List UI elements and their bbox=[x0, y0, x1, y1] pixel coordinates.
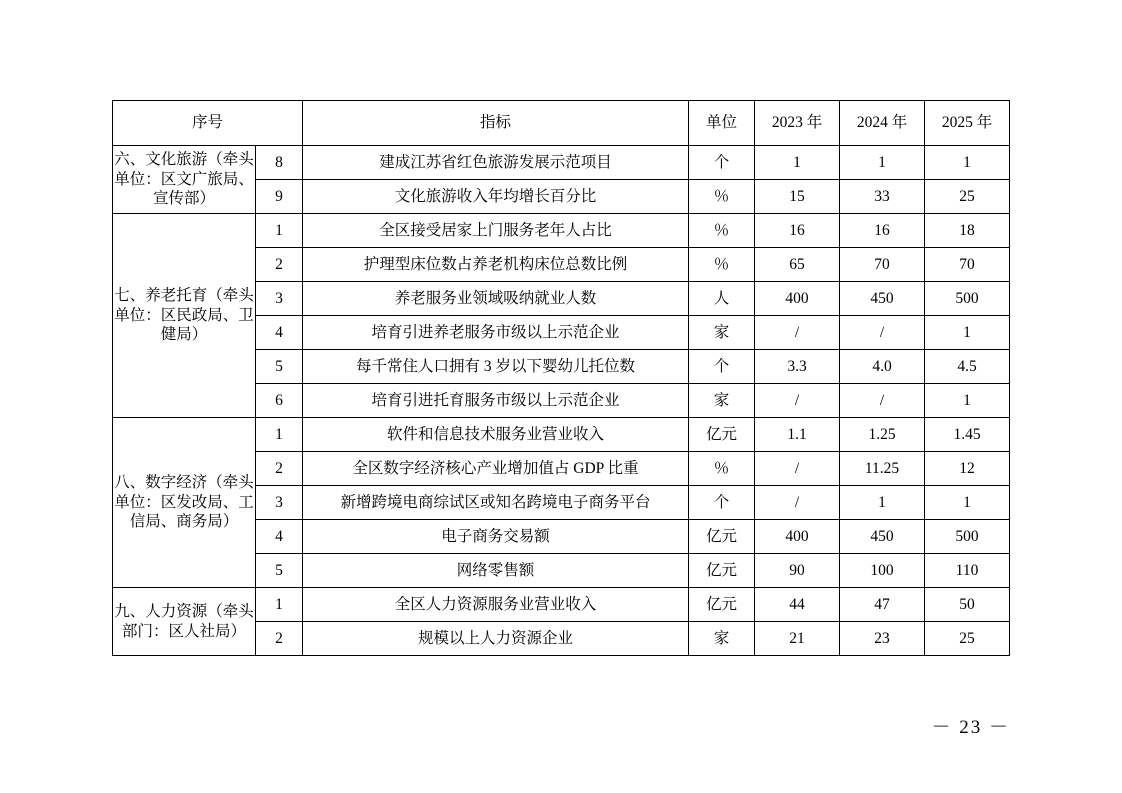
row-indicator: 培育引进养老服务市级以上示范企业 bbox=[303, 316, 689, 350]
row-value-2023: 400 bbox=[755, 520, 840, 554]
row-value-2025: 12 bbox=[925, 452, 1010, 486]
row-value-2024: 70 bbox=[840, 248, 925, 282]
row-value-2025: 4.5 bbox=[925, 350, 1010, 384]
table-header bbox=[113, 101, 1010, 146]
table-row bbox=[113, 214, 1010, 248]
row-number: 3 bbox=[256, 486, 303, 520]
row-value-2025: 70 bbox=[925, 248, 1010, 282]
table-header-row bbox=[113, 101, 1010, 146]
row-unit: 人 bbox=[689, 282, 755, 316]
row-value-2023: / bbox=[755, 384, 840, 418]
row-value-2023: 15 bbox=[755, 180, 840, 214]
row-unit: 亿元 bbox=[689, 554, 755, 588]
header-cell-no: 序号 bbox=[113, 101, 303, 146]
row-value-2023: 1 bbox=[755, 146, 840, 180]
row-value-2023: / bbox=[755, 452, 840, 486]
row-indicator: 电子商务交易额 bbox=[303, 520, 689, 554]
table-row bbox=[113, 418, 1010, 452]
row-indicator: 规模以上人力资源企业 bbox=[303, 622, 689, 656]
row-value-2025: 25 bbox=[925, 622, 1010, 656]
row-number: 5 bbox=[256, 350, 303, 384]
row-value-2023: 21 bbox=[755, 622, 840, 656]
row-number: 6 bbox=[256, 384, 303, 418]
row-value-2024: 4.0 bbox=[840, 350, 925, 384]
page-number: － 23 － bbox=[931, 717, 1010, 738]
row-value-2023: / bbox=[755, 486, 840, 520]
row-value-2025: 25 bbox=[925, 180, 1010, 214]
row-unit: 家 bbox=[689, 622, 755, 656]
indicators-table bbox=[112, 100, 1010, 656]
row-number: 5 bbox=[256, 554, 303, 588]
row-unit: 亿元 bbox=[689, 520, 755, 554]
row-value-2024: 47 bbox=[840, 588, 925, 622]
row-value-2024: / bbox=[840, 384, 925, 418]
row-value-2025: 500 bbox=[925, 520, 1010, 554]
row-value-2024: 1.25 bbox=[840, 418, 925, 452]
row-number: 8 bbox=[256, 146, 303, 180]
row-unit: 个 bbox=[689, 486, 755, 520]
group-label-digital-economy: 八、数字经济（牵头单位：区发改局、工信局、商务局） bbox=[113, 418, 256, 588]
row-indicator: 软件和信息技术服务业营业收入 bbox=[303, 418, 689, 452]
header-cell-2023: 2023 年 bbox=[755, 101, 840, 146]
row-indicator: 建成江苏省红色旅游发展示范项目 bbox=[303, 146, 689, 180]
row-value-2025: 1.45 bbox=[925, 418, 1010, 452]
row-number: 4 bbox=[256, 520, 303, 554]
row-value-2025: 1 bbox=[925, 146, 1010, 180]
row-unit: ％ bbox=[689, 214, 755, 248]
row-value-2024: 450 bbox=[840, 282, 925, 316]
header-cell-indicator: 指标 bbox=[303, 101, 689, 146]
row-unit: 家 bbox=[689, 316, 755, 350]
row-indicator: 养老服务业领域吸纳就业人数 bbox=[303, 282, 689, 316]
row-value-2024: 33 bbox=[840, 180, 925, 214]
row-value-2023: 65 bbox=[755, 248, 840, 282]
row-value-2024: 1 bbox=[840, 146, 925, 180]
row-value-2024: 23 bbox=[840, 622, 925, 656]
row-value-2024: 100 bbox=[840, 554, 925, 588]
row-unit: ％ bbox=[689, 248, 755, 282]
row-value-2024: 450 bbox=[840, 520, 925, 554]
row-value-2024: 1 bbox=[840, 486, 925, 520]
row-unit: 个 bbox=[689, 146, 755, 180]
row-value-2025: 500 bbox=[925, 282, 1010, 316]
row-unit: 亿元 bbox=[689, 418, 755, 452]
row-value-2025: 1 bbox=[925, 384, 1010, 418]
row-number: 1 bbox=[256, 214, 303, 248]
row-value-2024: / bbox=[840, 316, 925, 350]
row-value-2024: 11.25 bbox=[840, 452, 925, 486]
row-value-2023: 400 bbox=[755, 282, 840, 316]
row-indicator: 全区接受居家上门服务老年人占比 bbox=[303, 214, 689, 248]
row-value-2025: 50 bbox=[925, 588, 1010, 622]
row-unit: 亿元 bbox=[689, 588, 755, 622]
row-indicator: 网络零售额 bbox=[303, 554, 689, 588]
row-unit: ％ bbox=[689, 180, 755, 214]
table-row bbox=[113, 588, 1010, 622]
row-value-2025: 1 bbox=[925, 316, 1010, 350]
header-cell-2024: 2024 年 bbox=[840, 101, 925, 146]
row-value-2023: 16 bbox=[755, 214, 840, 248]
group-label-human-resources: 九、人力资源（牵头部门：区人社局） bbox=[113, 588, 256, 656]
row-number: 2 bbox=[256, 452, 303, 486]
row-value-2023: / bbox=[755, 316, 840, 350]
row-value-2023: 3.3 bbox=[755, 350, 840, 384]
row-indicator: 每千常住人口拥有 3 岁以下婴幼儿托位数 bbox=[303, 350, 689, 384]
table-body bbox=[113, 146, 1010, 656]
row-indicator: 全区数字经济核心产业增加值占 GDP 比重 bbox=[303, 452, 689, 486]
row-value-2025: 1 bbox=[925, 486, 1010, 520]
row-value-2023: 44 bbox=[755, 588, 840, 622]
row-indicator: 新增跨境电商综试区或知名跨境电子商务平台 bbox=[303, 486, 689, 520]
table-row bbox=[113, 146, 1010, 180]
row-value-2025: 110 bbox=[925, 554, 1010, 588]
row-indicator: 文化旅游收入年均增长百分比 bbox=[303, 180, 689, 214]
row-value-2024: 16 bbox=[840, 214, 925, 248]
row-number: 3 bbox=[256, 282, 303, 316]
row-number: 2 bbox=[256, 622, 303, 656]
indicators-table-container bbox=[112, 100, 1010, 656]
row-unit: ％ bbox=[689, 452, 755, 486]
row-indicator: 培育引进托育服务市级以上示范企业 bbox=[303, 384, 689, 418]
group-label-culture-tourism: 六、文化旅游（牵头单位：区文广旅局、宣传部） bbox=[113, 146, 256, 214]
row-number: 2 bbox=[256, 248, 303, 282]
header-cell-2025: 2025 年 bbox=[925, 101, 1010, 146]
row-number: 9 bbox=[256, 180, 303, 214]
row-number: 1 bbox=[256, 418, 303, 452]
group-label-elderly-childcare: 七、养老托育（牵头单位：区民政局、卫健局） bbox=[113, 214, 256, 418]
row-number: 4 bbox=[256, 316, 303, 350]
row-unit: 个 bbox=[689, 350, 755, 384]
row-indicator: 护理型床位数占养老机构床位总数比例 bbox=[303, 248, 689, 282]
row-number: 1 bbox=[256, 588, 303, 622]
row-value-2025: 18 bbox=[925, 214, 1010, 248]
row-unit: 家 bbox=[689, 384, 755, 418]
row-indicator: 全区人力资源服务业营业收入 bbox=[303, 588, 689, 622]
row-value-2023: 90 bbox=[755, 554, 840, 588]
row-value-2023: 1.1 bbox=[755, 418, 840, 452]
header-cell-unit: 单位 bbox=[689, 101, 755, 146]
